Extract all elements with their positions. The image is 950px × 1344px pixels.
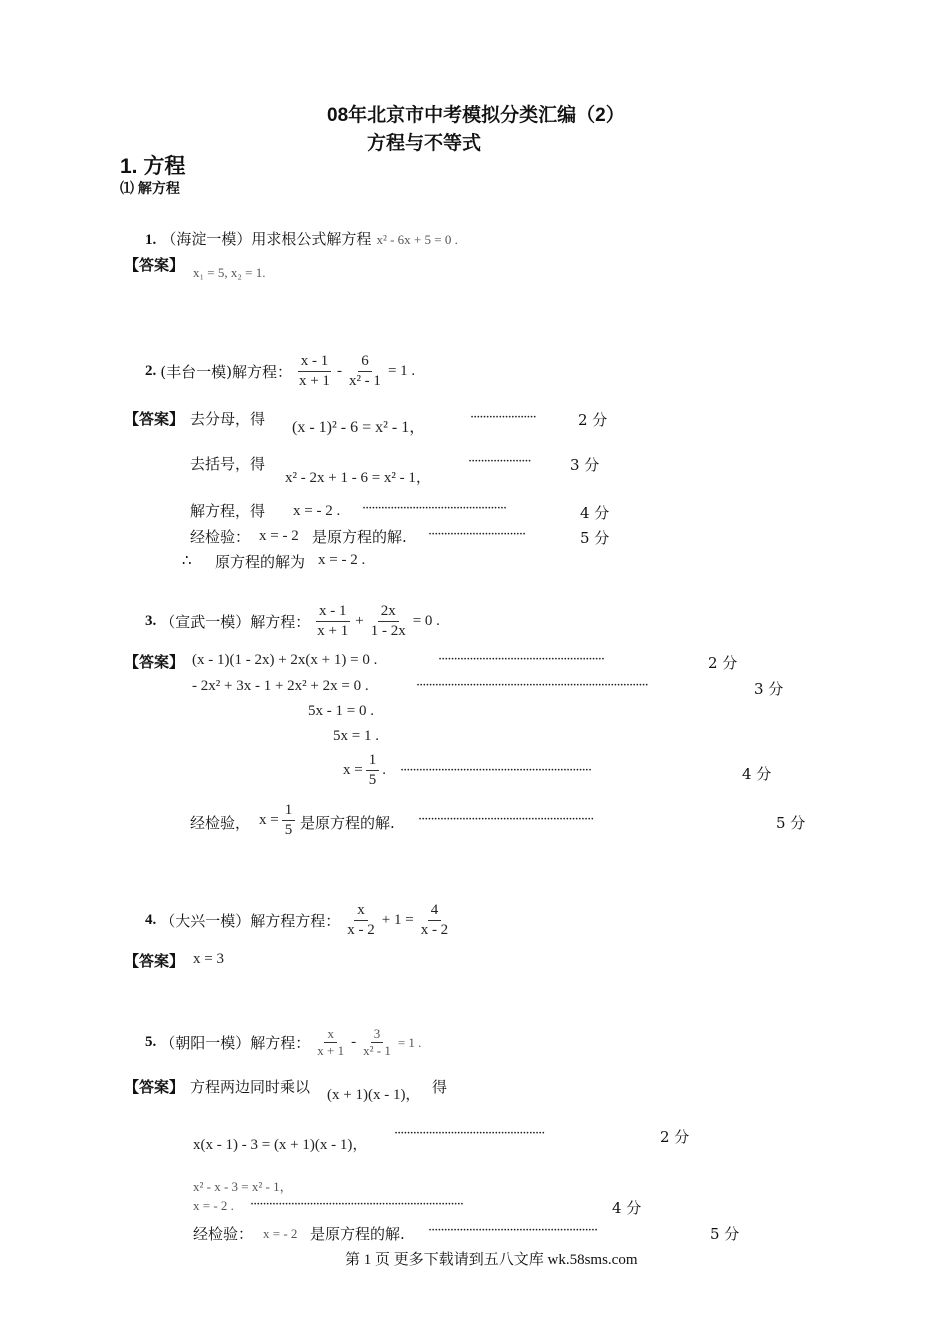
doc-title: 08年北京市中考模拟分类汇编（2） [327,105,625,126]
step-equation: 5x - 1 = 0 . [308,703,374,719]
numerator: 3 [371,1026,384,1043]
numerator: 1 [366,751,380,771]
operator: - [351,1034,357,1051]
step-equation: 5x = 1 . [333,728,379,744]
step-equation: (x - 1)(1 - 2x) + 2x(x + 1) = 0 . [192,652,378,668]
dot-leader: ·········································································· [416,678,648,693]
check-label: 经检验： [193,1225,254,1243]
page-footer: 第 1 页 更多下载请到五八文库 wk.58sms.com [345,1252,638,1268]
dot-leader: ················································ [394,1126,545,1141]
conclusion-equation: x = - 2 . [318,552,366,568]
fraction [314,602,351,641]
dot-leader: ···················· [468,454,531,469]
fraction [368,602,409,641]
numerator: x - 1 [316,602,350,622]
denominator: x + 1 [317,1043,345,1059]
denominator: 5 [368,771,377,788]
answer-label: 【答案】 [124,1078,185,1096]
check-note: 是原方程的解. [300,814,395,832]
denominator: x + 1 [298,372,330,389]
step-equation: x = - 2 . [293,503,341,519]
dot-leader: ························································ [418,812,594,827]
operator: + [355,612,364,629]
denominator: 1 - 2x [370,622,406,639]
step-equation: x² - x - 3 = x² - 1， [193,1179,293,1194]
denominator: x - 2 [420,921,449,938]
denominator: x² - 1 [363,1043,391,1059]
problem-text: （朝阳一模）解方程： [160,1034,311,1053]
problem-text: （宣武一模）解方程： [160,612,311,631]
answer-tail: 得 [432,1078,448,1096]
score: 2 分 [708,654,738,672]
numerator: x [354,901,368,921]
score: 5 分 [776,814,806,832]
dot-leader: ····················································· [438,652,605,667]
numerator: x - 1 [298,352,332,372]
score: 4 分 [580,504,610,522]
fraction [296,352,333,391]
right-hand-side: = 1 . [397,1034,422,1050]
score: 3 分 [570,456,600,474]
step-equation: (x - 1)² - 6 = x² - 1， [292,419,426,436]
doc-subtitle: 方程与不等式 [367,133,482,154]
answer-label: 【答案】 [124,410,185,428]
answer-equation: x₁ = 5, x₂ = 1. [193,265,266,280]
numerator: 6 [358,352,372,372]
numerator: 2x [378,602,399,622]
problem-number: 3. [145,612,157,629]
problem-text: (丰台一模)解方程： [160,362,292,381]
problem-number: 1. [145,232,157,248]
therefore-symbol: ∴ [182,551,192,569]
answer-label: 【答案】 [124,952,185,970]
right-hand-side: = 1 . [387,362,416,379]
answer-equation: (x + 1)(x - 1)， [327,1087,421,1103]
step-label: 经检验： [190,528,251,546]
answer-label: 【答案】 [124,653,185,671]
dot-leader: ······················································ [428,1223,598,1238]
check-equation: x = - 2 [263,1226,298,1241]
section-heading: 1. 方程 [120,155,186,178]
problem-equation: x² - 6x + 5 = 0 . [376,232,458,247]
fraction [360,1026,394,1060]
problem-number: 5. [145,1034,157,1051]
problem-1 [145,228,458,249]
solution-tail: . [382,761,386,778]
problem-text: （大兴一模）解方程方程： [160,911,341,930]
step-equation: x = - 2 [259,528,299,544]
score: 5 分 [580,529,610,547]
denominator: 5 [284,821,293,838]
answer-label: 【答案】 [124,256,185,274]
fraction [418,901,452,940]
solution-lhs: x = [343,761,363,778]
fraction [346,352,384,391]
step-label: 去括号，得 [190,455,266,473]
problem-text: （海淀一模）用求根公式解方程 [161,230,372,248]
score: 2 分 [660,1128,690,1146]
score: 2 分 [578,411,608,429]
subsection-heading: ⑴ 解方程 [120,180,180,196]
fraction [366,751,380,790]
check-lhs: x = [259,811,279,828]
dot-leader: ······························· [428,527,526,542]
x-solution [343,751,386,790]
score: 3 分 [754,680,784,698]
step-label: 去分母，得 [190,410,266,428]
step-label: 解方程，得 [190,502,266,520]
denominator: x² - 1 [348,372,381,389]
operator: + 1 = [381,911,414,928]
step-equation: x² - 2x + 1 - 6 = x² - 1， [285,470,431,486]
operator: - [336,362,342,379]
numerator: 4 [428,901,442,921]
fraction [282,801,296,840]
problem-2 [145,352,415,391]
fraction [344,901,378,940]
fraction [314,1026,347,1060]
problem-4 [145,901,451,940]
dot-leader: ·············································· [362,501,507,516]
dot-leader: ····························································· [400,763,592,778]
answer-equation: x = 3 [193,951,224,967]
score: 4 分 [612,1199,642,1217]
check-label: 经检验， [190,814,251,832]
numerator: 1 [282,801,296,821]
conclusion-label: 原方程的解为 [215,553,306,571]
denominator: x - 2 [347,921,375,938]
score: 4 分 [742,765,772,783]
step-equation: x(x - 1) - 3 = (x + 1)(x - 1)， [193,1137,368,1153]
problem-3 [145,602,440,641]
denominator: x + 1 [317,622,349,639]
right-hand-side: = 0 . [412,612,440,629]
problem-number: 2. [145,362,157,379]
step-equation: x = - 2 . [193,1198,234,1213]
problem-number: 4. [145,911,157,928]
dot-leader: ····················· [470,410,536,425]
dot-leader: ···································································· [250,1197,463,1212]
score: 5 分 [710,1225,740,1243]
check-equation [259,801,295,840]
numerator: x [324,1026,337,1043]
step-equation: - 2x² + 3x - 1 + 2x² + 2x = 0 . [192,678,369,694]
check-note: 是原方程的解. [310,1225,405,1243]
problem-5 [145,1026,421,1060]
answer-text: 方程两边同时乘以 [190,1078,311,1096]
step-note: 是原方程的解. [312,528,407,546]
